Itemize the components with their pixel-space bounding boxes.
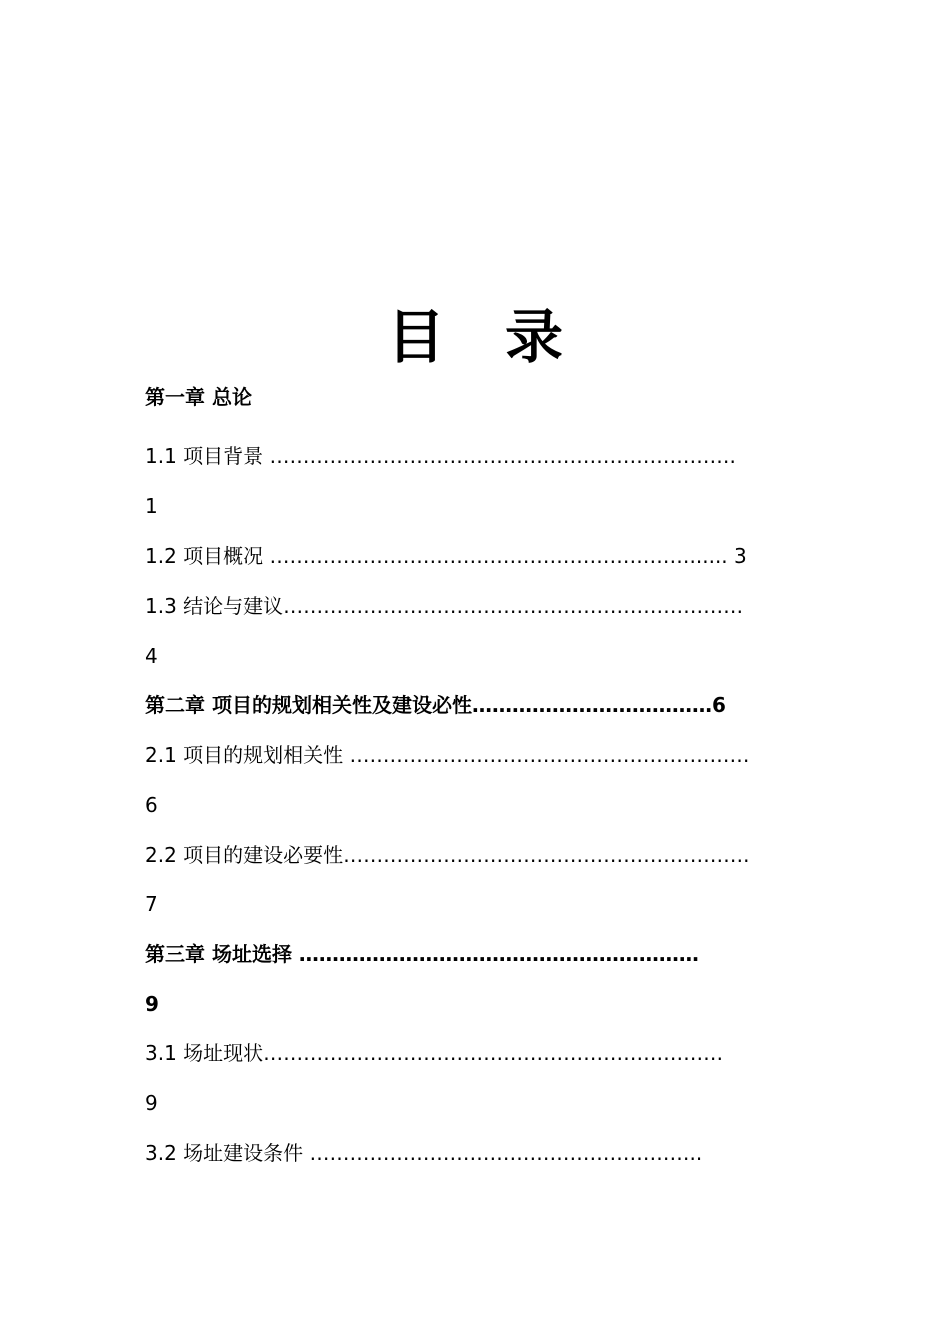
toc-chapter-2[interactable]: 第二章 项目的规划相关性及建设必性………………………………6: [145, 693, 726, 717]
toc-entry-3-1[interactable]: 3.1 场址现状……………………………………………………………: [145, 1041, 724, 1065]
toc-page-number: 9: [145, 1091, 158, 1115]
toc-entry-2-2[interactable]: 2.2 项目的建设必要性…………………………………………………….: [145, 843, 750, 867]
toc-chapter-3[interactable]: 第三章 场址选择 ……………………………………………………: [145, 942, 699, 966]
toc-title-char-1: 目: [386, 303, 445, 371]
toc-page-number: 7: [145, 892, 158, 916]
toc-page-number: 9: [145, 992, 159, 1016]
toc-title-char-2: 录: [505, 303, 564, 371]
toc-page-number: 4: [145, 644, 158, 668]
toc-entry-3-2[interactable]: 3.2 场址建设条件 …………………………………………………..: [145, 1141, 703, 1165]
toc-chapter-1[interactable]: 第一章 总论: [145, 385, 252, 409]
toc-title: [0, 290, 950, 374]
toc-entry-2-1[interactable]: 2.1 项目的规划相关性 ……………………………………………………: [145, 743, 750, 767]
toc-entry-1-3[interactable]: 1.3 结论与建议……………………………………………………………: [145, 594, 744, 618]
toc-page-number: 6: [145, 793, 158, 817]
toc-entry-1-1[interactable]: 1.1 项目背景 …………………………………………………………….: [145, 444, 736, 468]
toc-page-number: 1: [145, 494, 158, 518]
toc-entry-1-2[interactable]: 1.2 项目概况 ………………………………………………………...... 3: [145, 544, 747, 568]
